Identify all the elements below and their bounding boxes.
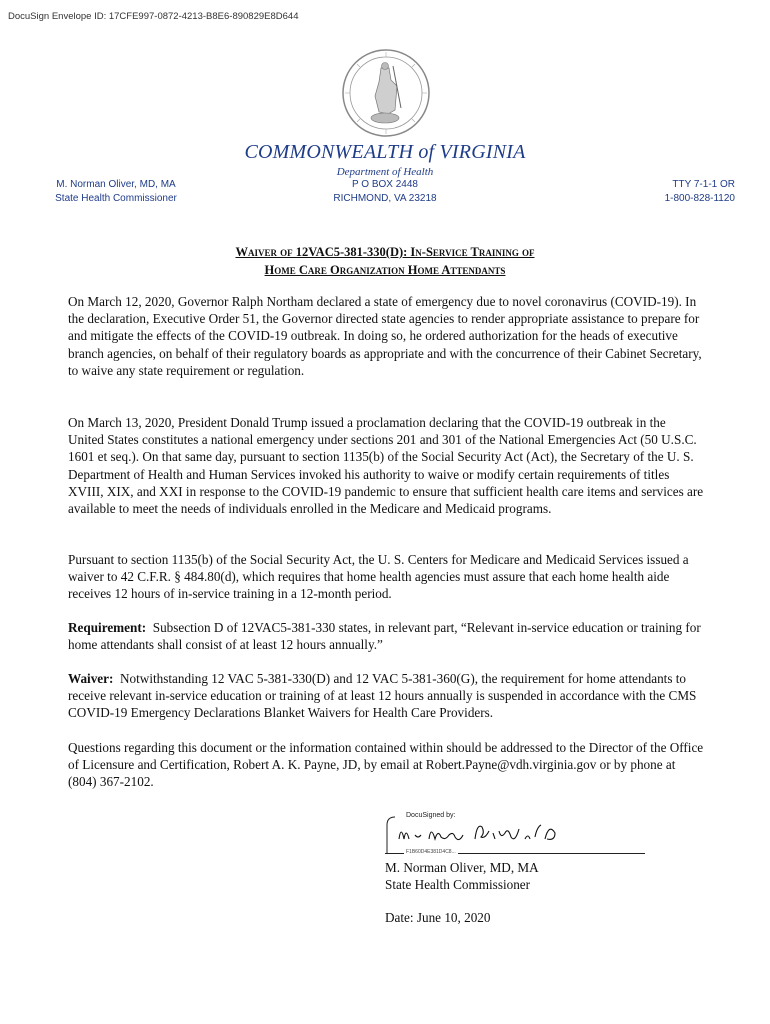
waiver-label: Waiver: bbox=[68, 671, 114, 686]
signature-id: F1B60D4E381D4C8... bbox=[406, 849, 456, 855]
address-line-2: RICHMOND, VA 23218 bbox=[333, 193, 437, 204]
paragraph-waiver: Waiver: Notwithstanding 12 VAC 5-381-330(D) and 12 VAC 5-381-360(G), the requirement for home attendants to receive relevant in-service education or training of at least 12 hours annually is suspended in accordance with the CMS COVID-19 Emergency Declarations Blanket Waivers for Health Care Providers. bbox=[68, 671, 700, 721]
paragraph-proclamation: On March 13, 2020, President Donald Trump issued a proclamation declaring that the COVID-19 outbreak in the United States constitutes a national emergency under sections 201 and 301 of the National Emergencies Act (50 U.S.C. 1601 et seq.). On that same day, pursuant to section 1135(b) of the Social Security Act (Act), the Secretary of the U. S. Department of Health and Human Services invoked his authority to waive or modify certain requirements of titles XVIII, XIX, and XXI in response to the COVID-19 pandemic to ensure that sufficient health care items and services are available to meet the needs of individuals enrolled in the Medicare and Medicaid programs. bbox=[68, 415, 704, 517]
requirement-label: Requirement: bbox=[68, 620, 147, 635]
document-title bbox=[0, 243, 770, 279]
title-line-1: Waiver of 12VAC5-381-330(D): In-Service Training of bbox=[235, 245, 535, 259]
commissioner-block bbox=[36, 178, 196, 206]
address-block bbox=[285, 178, 485, 206]
address-line-1: P O BOX 2448 bbox=[352, 179, 418, 190]
department-name: Department of Health bbox=[336, 166, 434, 178]
commissioner-role: State Health Commissioner bbox=[55, 193, 177, 204]
signer-block bbox=[385, 859, 539, 893]
virginia-seal-icon bbox=[341, 48, 431, 138]
paragraph-questions: Questions regarding this document or the information contained within should be addressed to the Director of the Office of Licensure and Certification, Robert A. K. Payne, JD, by email at Robert.Payne@vdh.virginia.gov or by phone at (804) 367-2102. bbox=[68, 740, 704, 790]
docusigned-by-label: DocuSigned by: bbox=[406, 812, 456, 819]
paragraph-requirement: Requirement: Subsection D of 12VAC5-381-330 states, in relevant part, “Relevant in-service education or training for home attendants shall consist of at least 12 hours annually.” bbox=[68, 620, 705, 653]
signer-name: M. Norman Oliver, MD, MA bbox=[385, 860, 539, 875]
date-line: Date: June 10, 2020 bbox=[385, 910, 491, 925]
title-line-2: Home Care Organization Home Attendants bbox=[264, 263, 506, 277]
commonwealth-heading: COMMONWEALTH of VIRGINIA bbox=[244, 141, 526, 163]
signer-title: State Health Commissioner bbox=[385, 877, 531, 892]
tty-line-2: 1-800-828-1120 bbox=[664, 193, 735, 204]
tty-block bbox=[620, 178, 735, 206]
paragraph-cms-waiver: Pursuant to section 1135(b) of the Social Security Act, the U. S. Centers for Medicare and Medicaid Services issued a waiver to 42 C.F.R. § 484.80(d), which requires that home health agencies must assure that each home health aide receives 12 hours of in-service training in a 12-month period. bbox=[68, 552, 689, 602]
commissioner-name: M. Norman Oliver, MD, MA bbox=[56, 179, 176, 190]
tty-line-1: TTY 7-1-1 OR bbox=[672, 179, 735, 190]
paragraph-declaration: On March 12, 2020, Governor Ralph Northam declared a state of emergency due to novel coronavirus (COVID-19). In the declaration, Executive Order 51, the Governor directed state agencies to render appropriate assistance to prepare for and mitigate the effects of the COVID-19 outbreak. In doing so, he ordered authorization for the heads of executive branch agencies, on behalf of their regulatory boards as appropriate and with the concurrence of their Cabinet Secretary, to waive any state requirement or regulation. bbox=[68, 294, 702, 378]
docusign-envelope-id: DocuSign Envelope ID: 17CFE997-0872-4213-B8E6-890829E8D644 bbox=[8, 11, 299, 22]
